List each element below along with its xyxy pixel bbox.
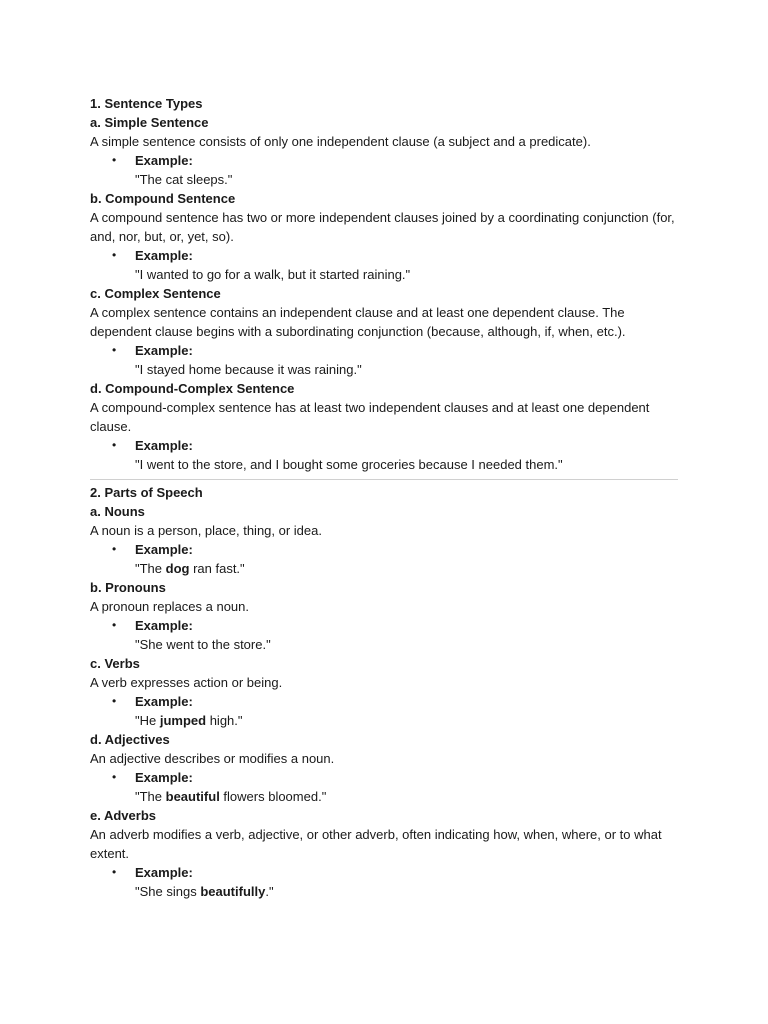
subsection-pronouns: [90, 578, 678, 654]
example-text: [90, 787, 678, 806]
section-heading: 1. Sentence Types: [90, 96, 203, 111]
subsection-description: An adverb modifies a verb, adjective, or other adverb, often indicating how, when, where, or to what extent.: [90, 827, 662, 861]
example-label: Example:: [135, 343, 193, 358]
bullet-icon: •: [112, 542, 117, 556]
example-label: Example:: [135, 438, 193, 453]
example-text-before: "He: [135, 713, 160, 728]
subsection-title: c. Complex Sentence: [90, 286, 221, 301]
example-label: Example:: [135, 865, 193, 880]
example-bullet: [90, 692, 678, 711]
subsection-title: c. Verbs: [90, 656, 140, 671]
example-text-after: high.": [206, 713, 243, 728]
subsection-adverbs: [90, 806, 678, 901]
subsection-title: b. Compound Sentence: [90, 191, 236, 206]
subsection-nouns: [90, 502, 678, 578]
example-label: Example:: [135, 694, 193, 709]
example-text: [90, 559, 678, 578]
example-bullet: [90, 540, 678, 559]
example-text: [90, 882, 678, 901]
bullet-icon: •: [112, 694, 117, 708]
example-bullet: [90, 616, 678, 635]
example-text-before: "She went to the store.": [135, 637, 271, 652]
example-text: [90, 360, 678, 379]
example-text-before: "I stayed home because it was raining.": [135, 362, 362, 377]
example-text-bold: beautifully: [200, 884, 266, 899]
subsection-description: An adjective describes or modifies a noun.: [90, 751, 335, 766]
subsection-title: b. Pronouns: [90, 580, 166, 595]
subsection-title: d. Compound-Complex Sentence: [90, 381, 295, 396]
subsection-adjectives: [90, 730, 678, 806]
example-bullet: [90, 768, 678, 787]
subsection-description: A noun is a person, place, thing, or idea.: [90, 523, 322, 538]
example-label: Example:: [135, 153, 193, 168]
example-bullet: [90, 436, 678, 455]
subsection-verbs: [90, 654, 678, 730]
example-label: Example:: [135, 542, 193, 557]
example-text-after: .": [265, 884, 274, 899]
section-sentence-types: [90, 94, 678, 474]
bullet-icon: •: [112, 438, 117, 452]
example-text-bold: jumped: [159, 713, 207, 728]
example-text-before: "The: [135, 789, 166, 804]
example-text-after: flowers bloomed.": [219, 789, 327, 804]
example-bullet: [90, 863, 678, 882]
subsection-complex-sentence: [90, 284, 678, 379]
example-text-before: "The: [135, 561, 166, 576]
subsection-title: d. Adjectives: [90, 732, 170, 747]
example-label: Example:: [135, 618, 193, 633]
bullet-icon: •: [112, 618, 117, 632]
example-label: Example:: [135, 248, 193, 263]
bullet-icon: •: [112, 343, 117, 357]
bullet-icon: •: [112, 248, 117, 262]
section-heading: 2. Parts of Speech: [90, 485, 203, 500]
example-text: [90, 635, 678, 654]
subsection-compound-sentence: [90, 189, 678, 284]
subsection-compound-complex-sentence: [90, 379, 678, 474]
subsection-description: A compound sentence has two or more independent clauses joined by a coordinating conjunction (for, and, nor, but, or, yet, so).: [90, 210, 675, 244]
example-text-after: ran fast.": [189, 561, 245, 576]
subsection-simple-sentence: [90, 113, 678, 189]
example-text-bold: dog: [165, 561, 190, 576]
example-label: Example:: [135, 770, 193, 785]
section-divider: [90, 479, 678, 480]
example-text: [90, 265, 678, 284]
example-bullet: [90, 246, 678, 265]
example-text-before: "I wanted to go for a walk, but it started raining.": [135, 267, 411, 282]
example-text: [90, 455, 678, 474]
example-text-before: "I went to the store, and I bought some groceries because I needed them.": [135, 457, 563, 472]
subsection-title: e. Adverbs: [90, 808, 156, 823]
subsection-description: A complex sentence contains an independent clause and at least one dependent clause. The dependent clause begins with a subordinating conjunction (because, although, if, when, etc.).: [90, 305, 626, 339]
subsection-title: a. Nouns: [90, 504, 145, 519]
subsection-description: A verb expresses action or being.: [90, 675, 283, 690]
subsection-description: A pronoun replaces a noun.: [90, 599, 250, 614]
example-bullet: [90, 341, 678, 360]
example-text-bold: beautiful: [165, 789, 220, 804]
subsection-description: A compound-complex sentence has at least two independent clauses and at least one dependent clause.: [90, 400, 650, 434]
example-text: [90, 170, 678, 189]
subsection-title: a. Simple Sentence: [90, 115, 209, 130]
bullet-icon: •: [112, 770, 117, 784]
example-text: [90, 711, 678, 730]
section-parts-of-speech: [90, 483, 678, 901]
example-text-before: "The cat sleeps.": [135, 172, 233, 187]
example-text-before: "She sings: [135, 884, 201, 899]
subsection-description: A simple sentence consists of only one independent clause (a subject and a predicate).: [90, 134, 591, 149]
bullet-icon: •: [112, 865, 117, 879]
bullet-icon: •: [112, 153, 117, 167]
example-bullet: [90, 151, 678, 170]
